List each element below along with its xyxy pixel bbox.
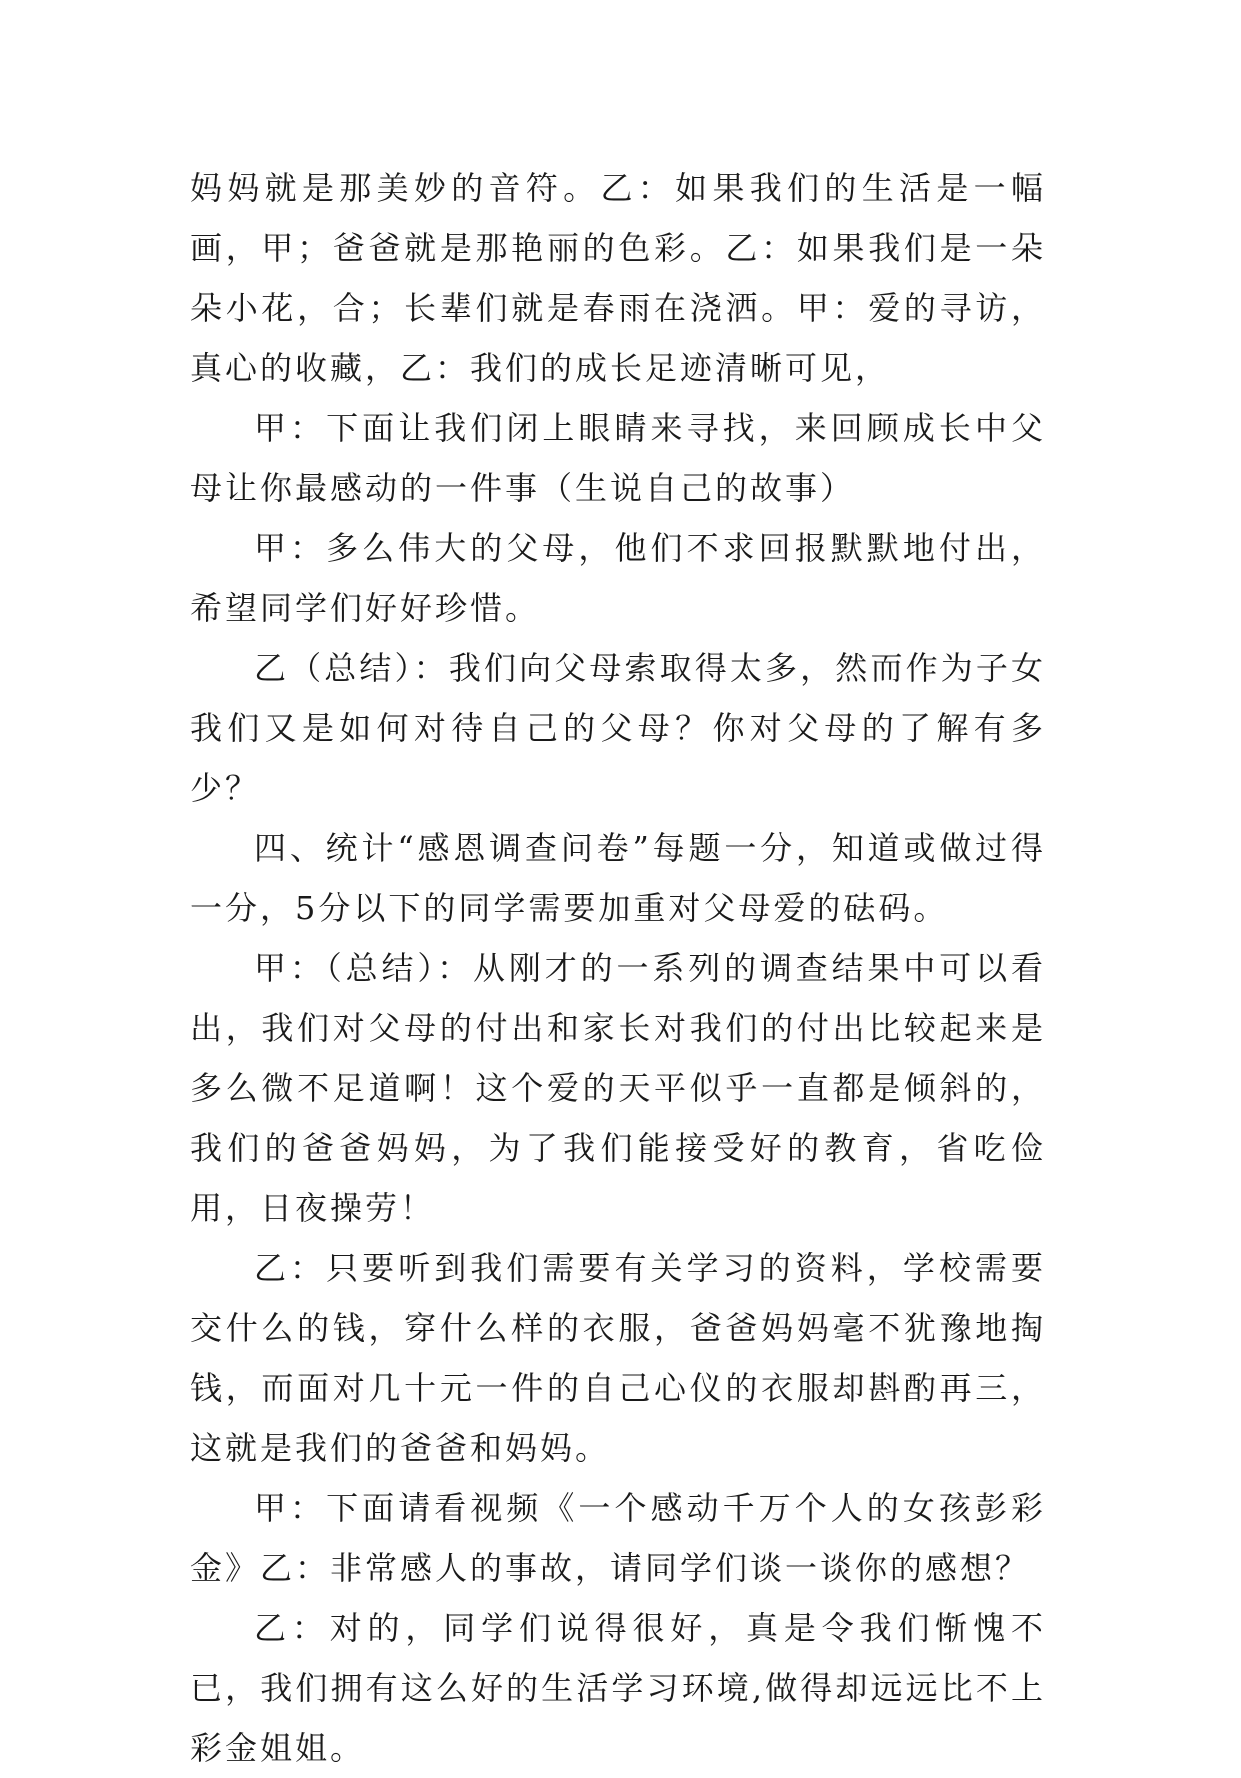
paragraph-6: 甲：（总结）：从刚才的一系列的调查结果中可以看出，我们对父母的付出和家长对我们的付出比较起来是多么微不足道啊！这个爱的天平似乎一直都是倾斜的，我们的爸爸妈妈，为了我们能接受好的教育，省吃俭用，日夜操劳！	[190, 949, 1046, 1227]
paragraph-1: 妈妈就是那美妙的音符。乙：如果我们的生活是一幅画，甲；爸爸就是那艳丽的色彩。乙：如果我们是一朵朵小花，合；长辈们就是春雨在浇洒。甲：爱的寻访，真心的收藏，乙：我们的成长足迹清晰可见，	[190, 169, 1046, 387]
paragraph-8: 甲：下面请看视频《一个感动千万个人的女孩彭彩金》乙：非常感人的事故，请同学们谈一谈你的感想？	[190, 1489, 1046, 1587]
paragraph-4: 乙（总结）：我们向父母索取得太多，然而作为子女我们又是如何对待自己的父母？你对父母的了解有多少？	[190, 649, 1046, 807]
paragraph-7: 乙：只要听到我们需要有关学习的资料，学校需要交什么的钱，穿什么样的衣服，爸爸妈妈毫不犹豫地掏钱，而面对几十元一件的自己心仪的衣服却斟酌再三，这就是我们的爸爸和妈妈。	[190, 1249, 1046, 1467]
paragraph-2: 甲：下面让我们闭上眼睛来寻找，来回顾成长中父母让你最感动的一件事（生说自己的故事）	[190, 409, 1046, 507]
document-body	[190, 158, 1046, 1778]
paragraph-5: 四、统计“感恩调查问卷”每题一分，知道或做过得一分，5分以下的同学需要加重对父母爱的砝码。	[190, 829, 1046, 927]
paragraph-9: 乙：对的，同学们说得很好，真是令我们惭愧不已，我们拥有这么好的生活学习环境,做得却远远比不上彩金姐姐。	[190, 1609, 1046, 1767]
paragraph-3: 甲：多么伟大的父母，他们不求回报默默地付出，希望同学们好好珍惜。	[190, 529, 1046, 627]
